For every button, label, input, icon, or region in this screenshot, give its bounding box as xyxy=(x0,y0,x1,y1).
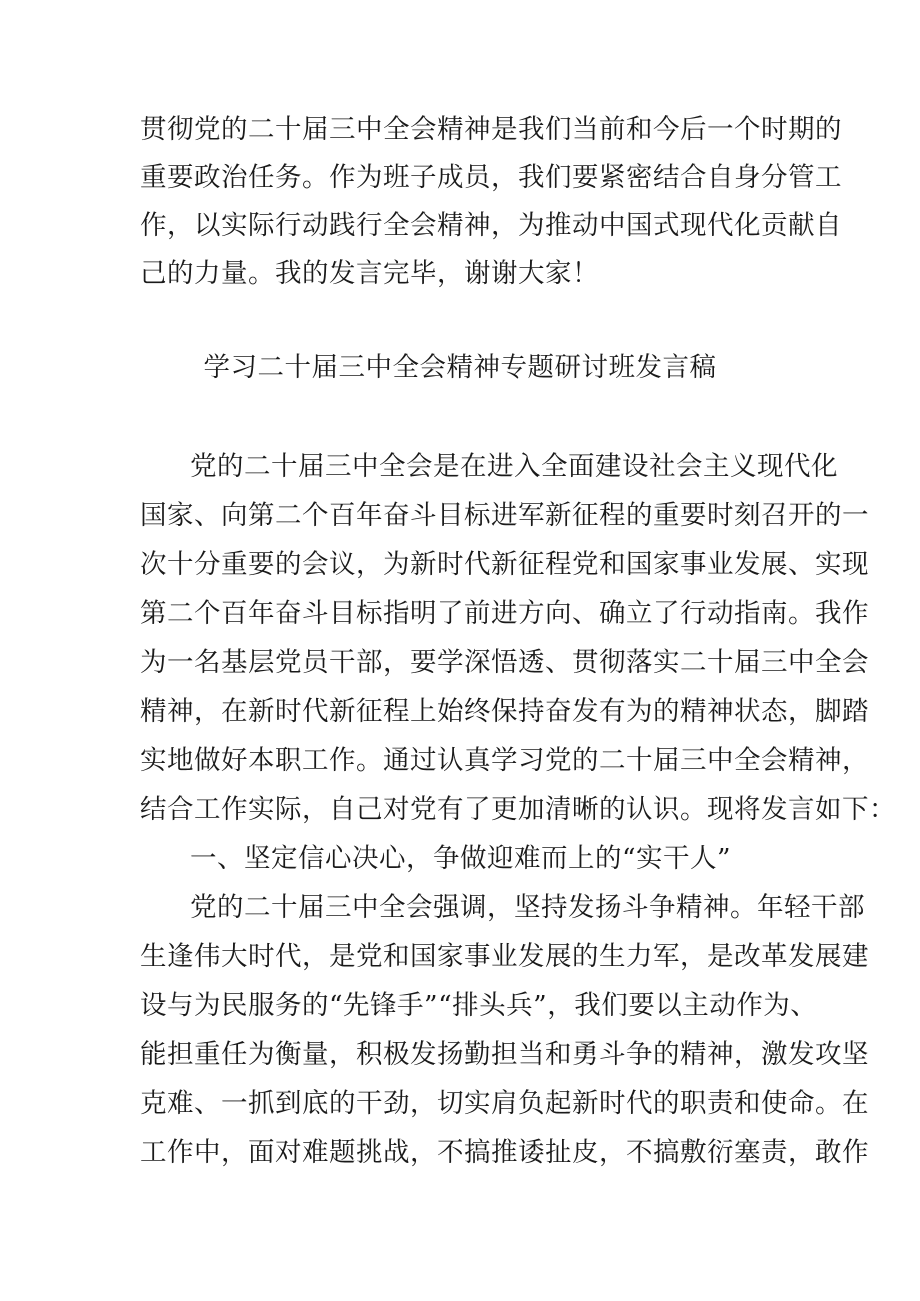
paragraph-line: 党的二十届三中全会强调，坚持发扬斗争精神。年轻干部 xyxy=(190,892,865,923)
paragraph-line: 为一名基层党员干部，要学深悟透、贯彻落实二十届三中全会 xyxy=(140,647,869,678)
intro-line: 贯彻党的二十届三中全会精神是我们当前和今后一个时期的 xyxy=(140,114,842,145)
intro-line: 作，以实际行动践行全会精神，为推动中国式现代化贡献自 xyxy=(140,210,842,241)
paragraph-line: 生逢伟大时代，是党和国家事业发展的生力军，是改革发展建 xyxy=(140,941,869,972)
paragraph-line: 第二个百年奋斗目标指明了前进方向、确立了行动指南。我作 xyxy=(140,598,869,629)
document-title: 学习二十届三中全会精神专题研讨班发言稿 xyxy=(203,352,717,383)
paragraph-line: 能担重任为衡量，积极发扬勤担当和勇斗争的精神，激发攻坚 xyxy=(140,1039,869,1070)
section-heading: 一、坚定信心决心，争做迎难而上的“实干人” xyxy=(190,843,732,874)
paragraph-line: 工作中，面对难题挑战，不搞推诿扯皮，不搞敷衍塞责，敢作 xyxy=(140,1137,869,1168)
paragraph-line: 次十分重要的会议，为新时代新征程党和国家事业发展、实现 xyxy=(140,549,869,580)
paragraph-line: 克难、一抓到底的干劲，切实肩负起新时代的职责和使命。在 xyxy=(140,1088,869,1119)
paragraph-line: 实地做好本职工作。通过认真学习党的二十届三中全会精神， xyxy=(140,745,869,776)
paragraph-line: 精神，在新时代新征程上始终保持奋发有为的精神状态，脚踏 xyxy=(140,696,869,727)
intro-line: 重要政治任务。作为班子成员，我们要紧密结合自身分管工 xyxy=(140,162,842,193)
paragraph-line: 国家、向第二个百年奋斗目标进军新征程的重要时刻召开的一 xyxy=(140,500,869,531)
paragraph-line: 结合工作实际，自己对党有了更加清晰的认识。现将发言如下： xyxy=(140,794,896,825)
paragraph-line: 党的二十届三中全会是在进入全面建设社会主义现代化 xyxy=(190,451,838,482)
paragraph-line: 设与为民服务的“先锋手”“排头兵”，我们要以主动作为、 xyxy=(140,990,818,1021)
intro-line: 己的力量。我的发言完毕，谢谢大家！ xyxy=(140,258,599,289)
